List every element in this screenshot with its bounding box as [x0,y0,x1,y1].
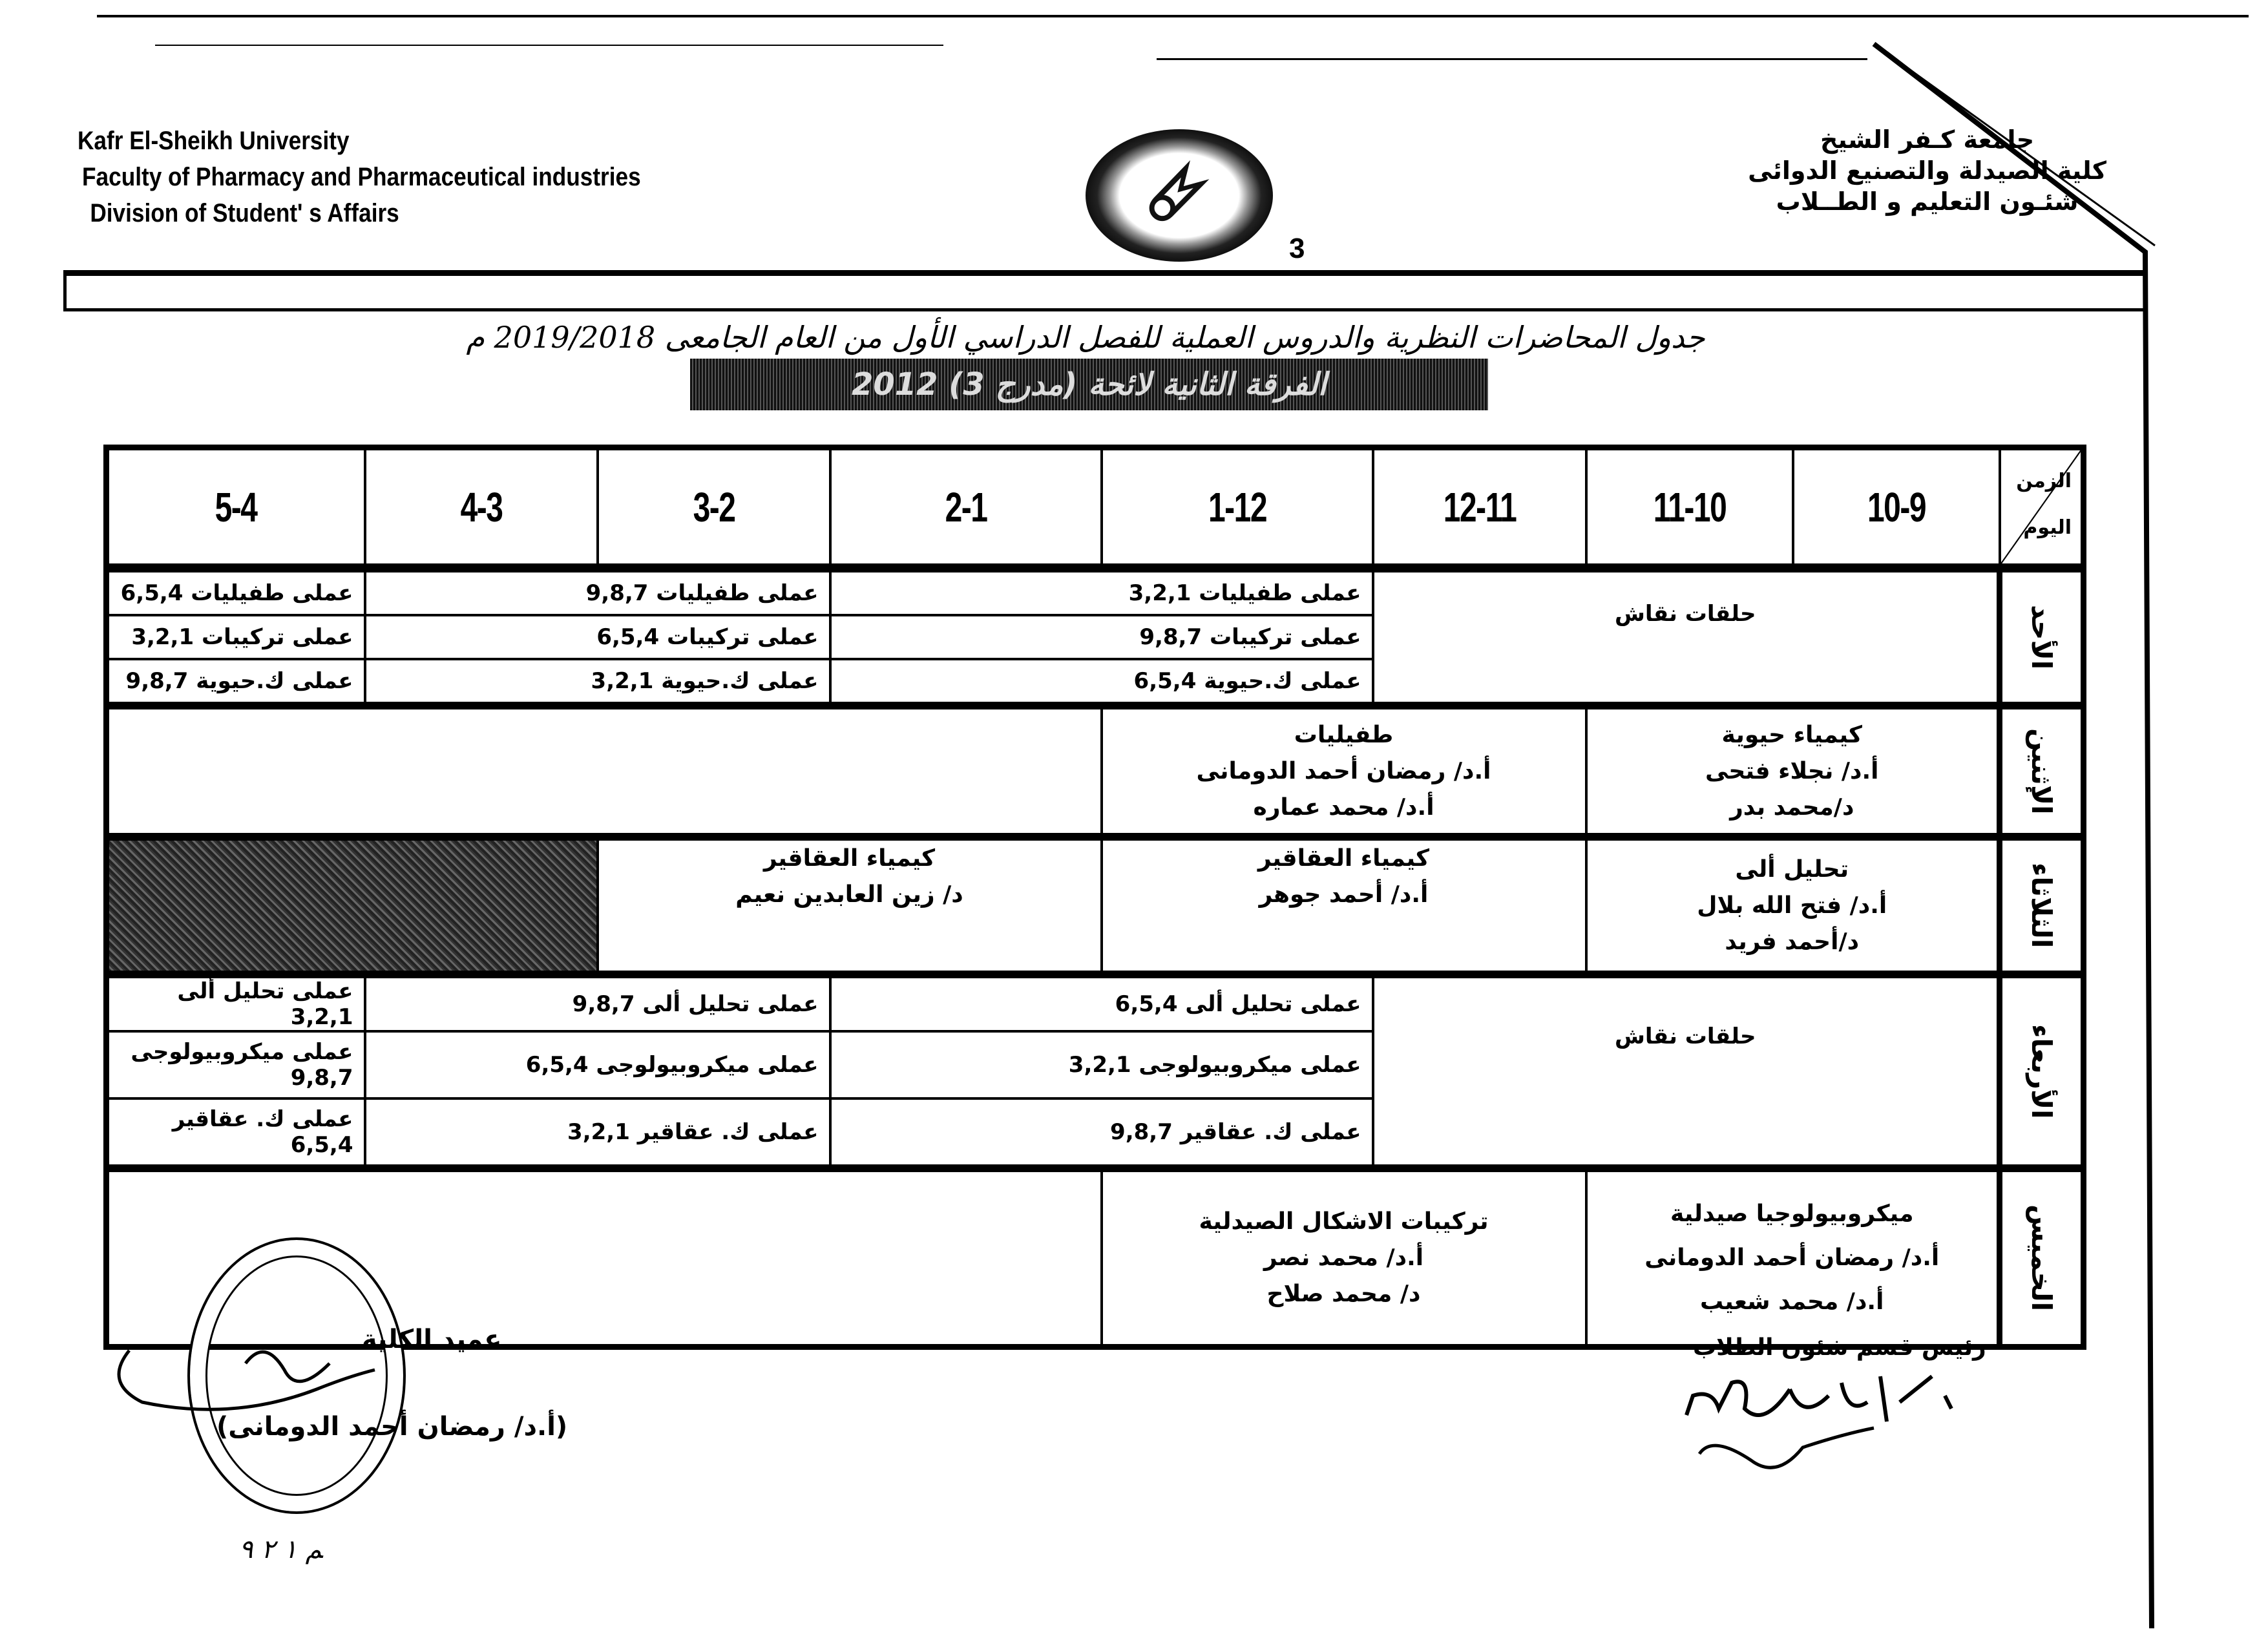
table-row-monday [107,706,2084,837]
header-arabic [1748,124,2106,217]
timetable [103,445,2086,1350]
dean-title: عميد الكلية [362,1325,502,1354]
day-tuesday: الثلاثاء [2000,837,2084,974]
table-row-tuesday [107,837,2084,974]
scan-artifact-top-line [97,15,2249,17]
lecture-subject: ميكروبيولوجيا صيدلية [1670,1201,1914,1227]
lecturer-name: أ.د/ رمضان أحمد الدومانى [1644,1245,1940,1271]
lecture-cell [598,837,1102,974]
lab-cell: عملى تركيبات 3,2,1 [107,615,365,659]
faculty-name: Faculty of Pharmacy and Pharmaceutical industries [82,163,641,191]
page-number: 3 [1289,233,1305,264]
lecturer-name: د/ محمد صلاح [1266,1281,1421,1307]
table-row-sunday-1 [107,568,2084,615]
day-wednesday: الأربعاء [2000,974,2084,1168]
time-slot-header: 10-9 [1819,448,1974,569]
university-name: Kafr El-Sheikh University [78,127,350,155]
time-slot-header: 2-1 [864,448,1067,569]
lab-cell: عملى ك. عقاقير 3,2,1 [365,1098,830,1168]
discussion-cell: حلقات نقاش [1373,568,2000,706]
lab-cell: عملى ك. عقاقير 9,8,7 [830,1098,1373,1168]
lab-cell: عملى ك.حيوية 6,5,4 [830,659,1373,706]
schedule-title: جدول المحاضرات النظرية والدروس العملية للفصل الدراسي الأول من العام الجامعى 2019/2018 م [466,320,1705,355]
lecture-subject: كيمياء حيوية [1721,721,1862,748]
day-thursday: الخميس [2000,1168,2084,1347]
header-english [78,123,641,231]
scan-artifact-line [155,45,943,46]
lab-cell: عملى تحليل ألى 9,8,7 [365,974,830,1031]
day-label: اليوم [2023,516,2072,539]
lecture-subject: تركيبات الاشكال الصيدلية [1199,1208,1489,1235]
lecture-subject: كيمياء العقاقير [763,845,936,872]
lab-cell: عملى تحليل ألى 6,5,4 [830,974,1373,1031]
faculty-logo [1086,129,1273,262]
lab-cell: عملى طفيليات 3,2,1 [830,568,1373,615]
schedule-subtitle: الفرقة الثانية لائحة (مدرج 3) 2012 [690,359,1488,410]
lecture-cell [1586,1168,2000,1347]
lecturer-name: أ.د/ رمضان أحمد الدومانى [1196,757,1491,784]
lab-cell: عملى ك.حيوية 3,2,1 [365,659,830,706]
student-affairs-head-signature [1674,1363,1984,1493]
dean-name: (أ.د/ رمضان أحمد الدومانى) [216,1412,568,1442]
day-sunday: الأحد [2000,568,2084,706]
lecture-subject: طفيليات [1294,721,1394,748]
corner-cell [2000,448,2084,569]
time-slot-header: 4-3 [394,448,569,569]
lab-cell: عملى ك. عقاقير 6,5,4 [107,1098,365,1168]
lecture-cell [1102,837,1586,974]
time-slot-header: 5-4 [139,448,333,569]
lecture-cell [1586,837,2000,974]
lab-cell: عملى ميكروبيولوجى 9,8,7 [107,1031,365,1098]
lecturer-name: أ.د/ محمد عماره [1253,793,1434,821]
lecture-subject: تحليل ألى [1735,856,1849,883]
division-name-ar: شئـون التعليم و الطــلاب [1776,187,2079,216]
time-slot-header: 3-2 [627,448,801,569]
time-header-row [107,448,2084,569]
lecturer-name: أ.د/ أحمد جوهر [1259,881,1429,908]
header-divider-box [63,270,2147,311]
discussion-cell: حلقات نقاش [1373,974,2000,1168]
lecture-subject: كيمياء العقاقير [1257,845,1430,872]
handwritten-date: ﻢ ۱ ۲ ۹ [239,1535,323,1564]
table-row-thursday [107,1168,2084,1347]
lecture-cell [1586,706,2000,837]
lecture-cell [1102,1168,1586,1347]
lab-cell: عملى ك.حيوية 9,8,7 [107,659,365,706]
lab-cell: عملى طفيليات 6,5,4 [107,568,365,615]
time-slot-header: 1-12 [1135,448,1339,569]
lecturer-name: د/أحمد فريد [1725,928,1860,955]
lecturer-name: د/ زين العابدين نعيم [735,881,963,908]
lab-cell: عملى تركيبات 6,5,4 [365,615,830,659]
time-slot-header: 11-10 [1612,448,1767,569]
lecture-cell [1102,706,1586,837]
table-row-wednesday-1 [107,974,2084,1031]
lecturer-name: أ.د/ محمد شعيب [1700,1288,1884,1315]
lab-cell: عملى تركيبات 9,8,7 [830,615,1373,659]
blocked-cell [107,837,598,974]
day-monday: الإثنين [2000,706,2084,837]
time-slot-header: 12-11 [1400,448,1560,569]
university-name-ar: جامعة كـفر الشيخ [1820,125,2035,154]
division-name: Division of Student' s Affairs [90,199,399,227]
faculty-name-ar: كلية الصيدلة والتصنيع الدوائى [1748,156,2106,185]
lab-cell: عملى ميكروبيولوجى 3,2,1 [830,1031,1373,1098]
lab-cell: عملى طفيليات 9,8,7 [365,568,830,615]
pharmacy-bowl-of-hygieia-icon: 🜸 [1146,154,1213,237]
scan-artifact-line [1157,58,1867,60]
lab-cell: عملى تحليل ألى 3,2,1 [107,974,365,1031]
lecturer-name: أ.د/ محمد نصر [1263,1245,1424,1271]
lecturer-name: أ.د/ نجلاء فتحى [1705,757,1879,784]
time-label: الزمن [2016,470,2072,492]
student-affairs-head-title: رئيس قسم شئون الطلاب [1693,1334,1986,1361]
empty-cell [107,706,1102,837]
lecturer-name: أ.د/ فتح الله بلال [1697,892,1887,919]
lab-cell: عملى ميكروبيولوجى 6,5,4 [365,1031,830,1098]
lecturer-name: د/محمد بدر [1730,793,1854,821]
